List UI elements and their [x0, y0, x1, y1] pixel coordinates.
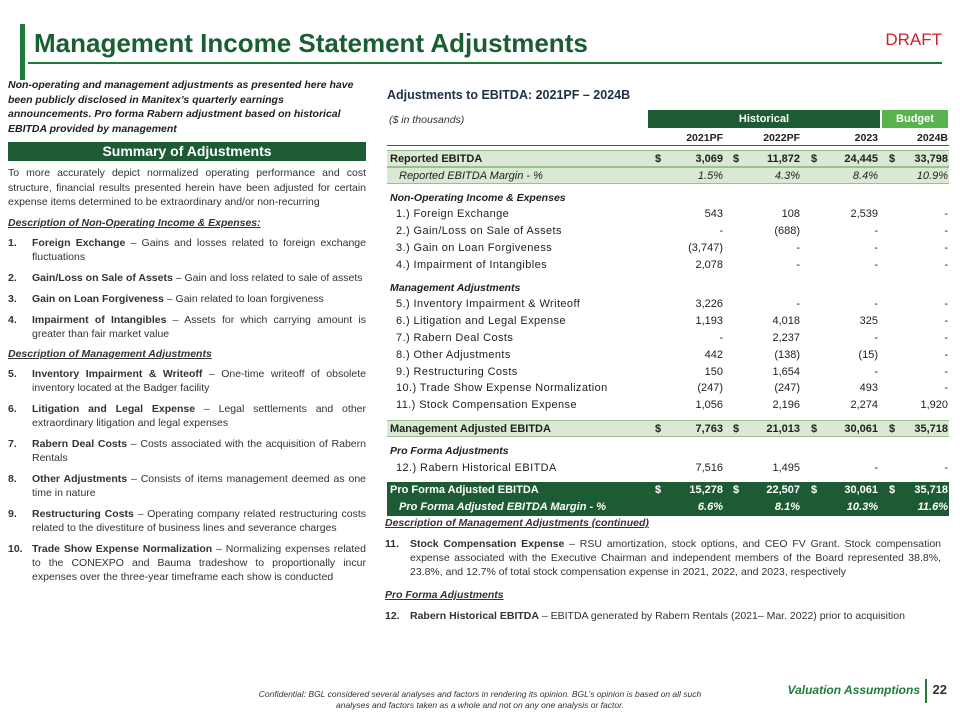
item-term: Foreign Exchange	[32, 236, 126, 249]
table-cell: 325	[859, 315, 878, 328]
table-title: Adjustments to EBITDA: 2021PF – 2024B	[387, 88, 631, 102]
currency-symbol: $	[733, 153, 740, 165]
item-detail: – Consists of items management deemed as one time in nature	[32, 472, 366, 499]
item-detail: – One-time writeoff of obsolete inventory located at the Badger facility	[32, 367, 366, 394]
row-label: 12.) Rabern Historical EBITDA	[396, 461, 557, 474]
table-cell: 8.4%	[852, 169, 878, 182]
list-item	[8, 236, 366, 264]
table-cell: 1,056	[695, 399, 723, 412]
title-accent-bar	[20, 24, 25, 80]
table-cell: 10.3%	[846, 501, 878, 514]
table-cell: -	[874, 241, 878, 254]
table-cell: -	[944, 348, 948, 361]
table-cell: 2,078	[695, 258, 723, 271]
item-term: Rabern Historical EBITDA	[410, 610, 539, 622]
item-number: 10.	[8, 542, 23, 555]
table-cell: 30,061	[844, 422, 878, 435]
item-description	[32, 292, 366, 306]
continued-item-11	[385, 537, 941, 579]
item-number: 4.	[8, 313, 17, 326]
table-cell: 35,718	[914, 484, 948, 497]
currency-symbol: $	[811, 422, 818, 435]
reported-margin-row	[387, 167, 949, 184]
item-detail: – Normalizing expenses related to the CONEXPO and Bauma tradeshow to proportionally incur expenses over the three-year timeframe each show is conducted	[32, 542, 366, 583]
item-term: Other Adjustments	[32, 472, 128, 485]
page-title: Management Income Statement Adjustments	[34, 28, 588, 58]
item-number: 8.	[8, 472, 17, 485]
item-term: Gain on Loan Forgiveness	[32, 292, 164, 305]
row-label: 2.) Gain/Loss on Sale of Assets	[396, 225, 562, 238]
item-number: 2.	[8, 271, 17, 284]
table-row	[387, 296, 949, 313]
item-term: Litigation and Legal Expense	[32, 402, 196, 415]
pro-forma-margin-row	[387, 499, 949, 516]
table-cell: 4,018	[772, 315, 800, 328]
row-label: Pro Forma Adjusted EBITDA	[390, 484, 539, 497]
table-cell: -	[874, 365, 878, 378]
table-cell: -	[944, 331, 948, 344]
row-label: Non-Operating Income & Expenses	[390, 191, 566, 204]
historical-band: Historical	[648, 110, 880, 128]
table-cell: (138)	[774, 348, 800, 361]
item-detail: – Operating company related restructuring costs related to the divestiture of business lines and severance charges	[32, 507, 366, 534]
table-cell: 493	[859, 382, 878, 395]
table-cell: 4.3%	[774, 169, 800, 182]
table-row	[387, 240, 949, 257]
currency-symbol: $	[889, 422, 896, 435]
table-cell: 8.1%	[774, 501, 800, 514]
table-cell: -	[944, 382, 948, 395]
item-term: Stock Compensation Expense	[410, 538, 565, 550]
table-cell: -	[874, 258, 878, 271]
draft-label: DRAFT	[885, 30, 942, 49]
table-body	[387, 150, 949, 516]
table-cell: -	[944, 208, 948, 221]
item-detail: – EBITDA generated by Rabern Rentals (2021– Mar. 2022) prior to acquisition	[538, 610, 905, 622]
list-item	[8, 402, 366, 430]
table-cell: 2,539	[850, 208, 878, 221]
table-cell: 1,193	[695, 315, 723, 328]
table-cell: 1,920	[920, 399, 948, 412]
table-cell: 24,445	[844, 153, 878, 165]
table-cell: 7,516	[695, 461, 723, 474]
table-row	[387, 460, 949, 477]
table-row	[387, 257, 949, 274]
section-header	[387, 443, 949, 460]
year-header: 2021PF	[686, 132, 723, 144]
table-cell: -	[944, 315, 948, 328]
item-description	[32, 367, 366, 395]
reported-ebitda-row	[387, 150, 949, 167]
summary-text: To more accurately depict normalized operating performance and cost structure, financial results presented herein have been adjusted for certain expense items determined to be extraordinary and/or non-recurring	[8, 167, 366, 208]
section-name: Valuation Assumptions	[787, 683, 920, 697]
row-label: Reported EBITDA Margin - %	[399, 169, 543, 182]
item-number: 1.	[8, 236, 17, 249]
item-detail: – Legal settlements and other extraordinary litigation and legal expenses	[32, 402, 366, 429]
table-cell: -	[944, 365, 948, 378]
item-number: 3.	[8, 292, 17, 305]
page-number: 22	[932, 682, 947, 697]
table-cell: -	[874, 298, 878, 311]
row-label: 4.) Impairment of Intangibles	[396, 258, 548, 271]
table-row	[387, 313, 949, 330]
table-cell: (247)	[697, 382, 723, 395]
table-cell: 30,061	[844, 484, 878, 497]
row-label: 8.) Other Adjustments	[396, 348, 511, 361]
currency-symbol: $	[889, 153, 896, 165]
item-detail: – Gain related to loan forgiveness	[163, 292, 324, 305]
item-description	[410, 537, 941, 579]
year-header-row	[387, 130, 949, 146]
item-description	[32, 542, 366, 584]
item-detail: – Costs associated with the acquisition of Rabern Rentals	[32, 437, 366, 464]
table-row	[387, 206, 949, 223]
item-number: 7.	[8, 437, 17, 450]
section-header	[387, 280, 949, 297]
row-label: Pro Forma Adjusted EBITDA Margin - %	[399, 501, 606, 514]
item-number: 12.	[385, 610, 400, 622]
units-note: ($ in thousands)	[389, 114, 465, 126]
table-cell: -	[796, 298, 800, 311]
table-cell: 442	[704, 348, 723, 361]
table-cell: 33,798	[914, 153, 948, 165]
budget-band: Budget	[882, 110, 948, 128]
list-item	[8, 472, 366, 500]
list-item	[385, 609, 941, 623]
list-item	[8, 507, 366, 535]
item-term: Impairment of Intangibles	[32, 313, 167, 326]
item-description	[32, 402, 366, 430]
table-cell: 108	[781, 208, 800, 221]
table-cell: 2,196	[772, 399, 800, 412]
item-term: Inventory Impairment & Writeoff	[32, 367, 203, 380]
table-cell: 7,763	[695, 422, 723, 435]
list-item	[8, 437, 366, 465]
item-term: Rabern Deal Costs	[32, 437, 128, 450]
non-op-description-list	[8, 236, 366, 341]
table-row	[387, 364, 949, 381]
row-label: 7.) Rabern Deal Costs	[396, 331, 514, 344]
table-cell: 150	[704, 365, 723, 378]
table-cell: -	[944, 225, 948, 238]
summary-header: Summary of Adjustments	[8, 142, 366, 161]
item-detail: – RSU amortization, stock options, and CEO FV Grant. Stock compensation expense associated with the Executive Chairman and independent members of the Board represented 38.8%, 23.8%, and 12.7% of total stock compensation expense in 2021, 2022, and 2023, respectively	[410, 538, 941, 578]
table-cell: (247)	[774, 382, 800, 395]
confidential-note: Confidential: BGL considered several analyses and factors in rendering its opinion. BGL’s opinion is based on all such analyses and factors taken as a whole and not on any one analysis or factor.	[258, 689, 702, 710]
row-label: 10.) Trade Show Expense Normalization	[396, 382, 608, 395]
table-cell: 6.6%	[697, 501, 723, 514]
row-label: Reported EBITDA	[390, 153, 483, 165]
table-row	[387, 397, 949, 414]
currency-symbol: $	[733, 484, 740, 497]
row-label: 11.) Stock Compensation Expense	[396, 399, 577, 412]
table-cell: 2,237	[772, 331, 800, 344]
year-header: 2022PF	[763, 132, 800, 144]
mgmt-description-continued-header: Description of Management Adjustments (continued)	[385, 517, 649, 529]
list-item	[8, 313, 366, 341]
row-label: 9.) Restructuring Costs	[396, 365, 518, 378]
mgmt-adjusted-ebitda-row	[387, 420, 949, 437]
table-cell: -	[874, 225, 878, 238]
non-op-description-header: Description of Non-Operating Income & Expenses:	[8, 216, 261, 229]
year-header: 2024B	[917, 132, 948, 144]
list-item	[8, 292, 366, 306]
currency-symbol: $	[655, 153, 662, 165]
pro-forma-adjusted-row	[387, 482, 949, 499]
item-description	[32, 507, 366, 535]
currency-symbol: $	[811, 153, 818, 165]
adjustments-table-panel	[387, 88, 949, 514]
table-cell: 10.9%	[916, 169, 948, 182]
table-cell: 15,278	[689, 484, 723, 497]
table-cell: -	[796, 241, 800, 254]
table-cell: (15)	[858, 348, 878, 361]
item-description	[32, 472, 366, 500]
table-row	[387, 347, 949, 364]
page-divider	[925, 679, 927, 703]
item-number: 11.	[385, 538, 400, 550]
currency-symbol: $	[889, 484, 896, 497]
table-cell: 2,274	[850, 399, 878, 412]
table-cell: 1,495	[772, 461, 800, 474]
item-description	[410, 609, 941, 623]
table-cell: -	[874, 331, 878, 344]
table-cell: -	[944, 258, 948, 271]
item-number: 5.	[8, 367, 17, 380]
row-label: Management Adjustments	[390, 281, 521, 294]
intro-note: Non-operating and management adjustments as presented here have been publicly disclosed in Manitex’s quarterly earnings announcements. Pro forma Rabern adjustment based on historical EBITDA provided by management	[8, 79, 354, 135]
currency-symbol: $	[655, 484, 662, 497]
title-divider	[28, 62, 942, 64]
table-cell: 11,872	[766, 153, 800, 165]
table-cell: 543	[704, 208, 723, 221]
list-item	[8, 271, 366, 285]
table-cell: (688)	[774, 225, 800, 238]
section-header	[387, 190, 949, 207]
table-cell: 1,654	[772, 365, 800, 378]
pro-forma-description-header: Pro Forma Adjustments	[385, 589, 504, 601]
table-cell: -	[796, 258, 800, 271]
row-label: 6.) Litigation and Legal Expense	[396, 315, 566, 328]
currency-symbol: $	[655, 422, 662, 435]
continued-item-12	[385, 609, 941, 623]
table-row	[387, 330, 949, 347]
table-cell: -	[944, 241, 948, 254]
row-label: 3.) Gain on Loan Forgiveness	[396, 241, 553, 254]
item-detail: – Gain and loss related to sale of assets	[172, 271, 363, 284]
item-number: 9.	[8, 507, 17, 520]
item-term: Gain/Loss on Sale of Assets	[32, 271, 173, 284]
item-term: Restructuring Costs	[32, 507, 134, 520]
mgmt-description-list	[8, 367, 366, 584]
table-cell: 3,226	[695, 298, 723, 311]
table-cell: 1.5%	[697, 169, 723, 182]
item-description	[32, 313, 366, 341]
item-detail: – Gains and losses related to foreign exchange fluctuations	[32, 236, 366, 263]
table-cell: -	[874, 461, 878, 474]
table-cell: 35,718	[914, 422, 948, 435]
continued-descriptions	[385, 517, 941, 623]
item-description	[32, 236, 366, 264]
table-cell: 22,507	[766, 484, 800, 497]
table-cell: (3,747)	[688, 241, 723, 254]
currency-symbol: $	[811, 484, 818, 497]
table-cell: -	[944, 461, 948, 474]
item-description	[32, 271, 366, 285]
year-header: 2023	[854, 132, 878, 144]
mgmt-description-header: Description of Management Adjustments	[8, 347, 212, 360]
item-description	[32, 437, 366, 465]
table-cell: -	[719, 225, 723, 238]
table-cell: -	[944, 298, 948, 311]
row-label: 1.) Foreign Exchange	[396, 208, 510, 221]
row-label: 5.) Inventory Impairment & Writeoff	[396, 298, 581, 311]
item-detail: – Assets for which carrying amount is greater than fair market value	[32, 313, 366, 340]
list-item	[8, 542, 366, 584]
row-label: Pro Forma Adjustments	[390, 444, 509, 457]
left-column	[8, 78, 366, 584]
list-item	[8, 367, 366, 395]
item-term: Trade Show Expense Normalization	[32, 542, 213, 555]
table-row	[387, 223, 949, 240]
table-cell: 3,069	[695, 153, 723, 165]
row-label: Management Adjusted EBITDA	[390, 422, 551, 435]
table-row	[387, 380, 949, 397]
list-item	[385, 537, 941, 579]
item-number: 6.	[8, 402, 17, 415]
table-cell: 21,013	[766, 422, 800, 435]
currency-symbol: $	[733, 422, 740, 435]
table-cell: 11.6%	[917, 501, 948, 514]
table-cell: -	[719, 331, 723, 344]
